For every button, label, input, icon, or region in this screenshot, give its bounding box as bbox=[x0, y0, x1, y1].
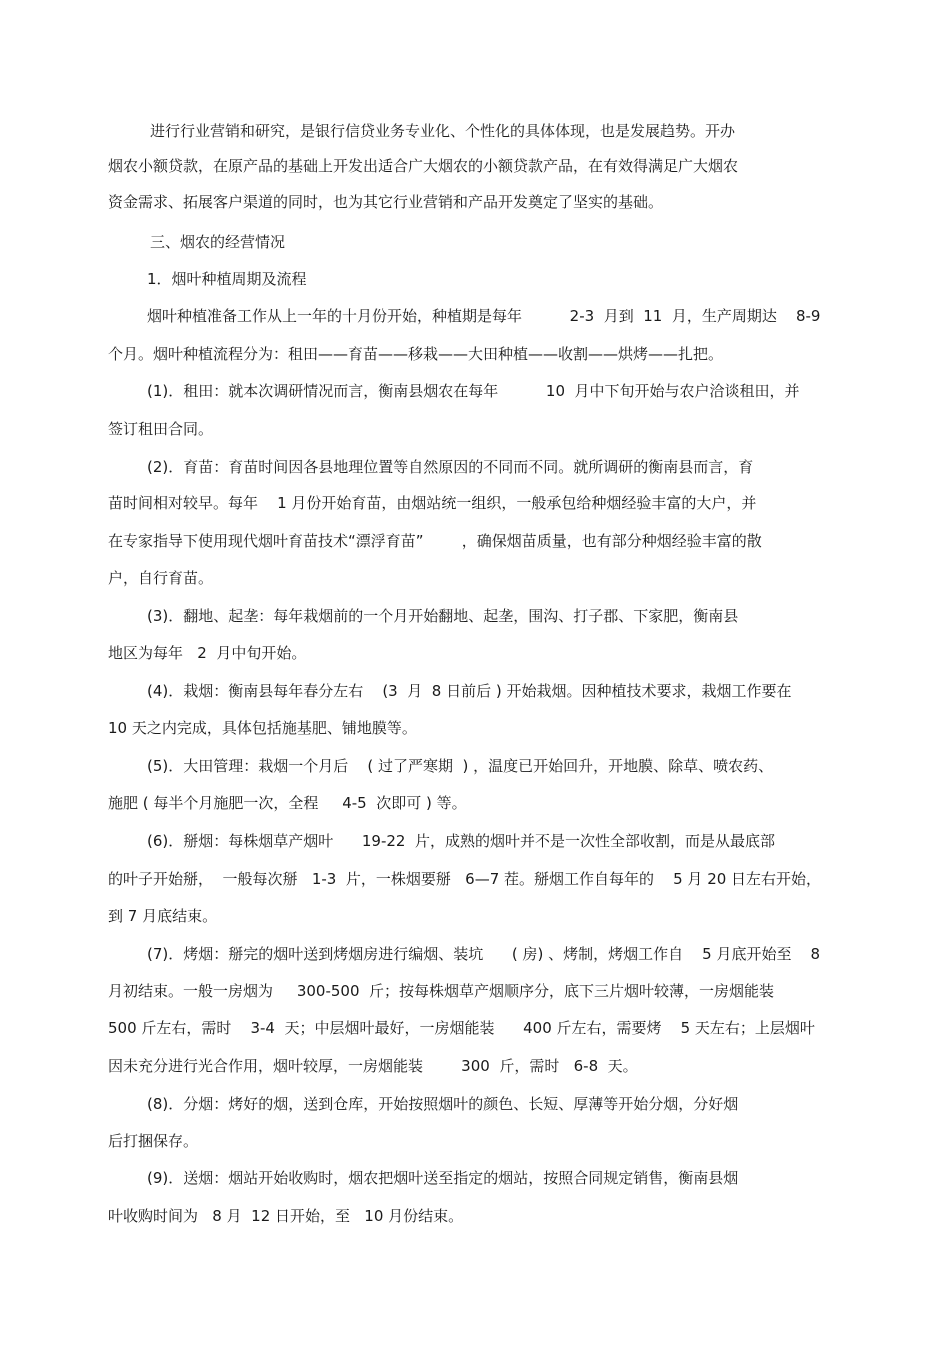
list-item-line: (4)．栽烟：衡南县每年春分左右 (3 月 8 日前后 ) 开始栽烟。因种植技术要求，栽烟工作要在 bbox=[147, 682, 792, 700]
list-item-line: 的叶子开始掰， 一般每次掰 1-3 片，一株烟要掰 6—7 茬。掰烟工作自每年的 5 月 20 日左右开始， bbox=[108, 870, 822, 888]
list-item-line: 施肥 ( 每半个月施肥一次，全程 4-5 次即可 ) 等。 bbox=[108, 794, 467, 812]
list-item-line: 后打捆保存。 bbox=[108, 1132, 199, 1150]
list-item-line: 月初结束。一般一房烟为 300-500 斤；按每株烟草产烟顺序分，底下三片烟叶较薄，一房烟能装 bbox=[108, 982, 775, 1000]
section-heading: 三、烟农的经营情况 bbox=[150, 233, 286, 251]
list-item-line: 到 7 月底结束。 bbox=[108, 907, 218, 925]
list-item-line: 签订租田合同。 bbox=[108, 420, 214, 438]
list-item-line: 户，自行育苗。 bbox=[108, 569, 214, 587]
paragraph-line: 烟农小额贷款，在原产品的基础上开发出适合广大烟农的小额贷款产品，在有效得满足广大烟农 bbox=[108, 157, 739, 175]
list-item-line: 叶收购时间为 8 月 12 日开始，至 10 月份结束。 bbox=[108, 1207, 464, 1225]
paragraph-line: 烟叶种植准备工作从上一年的十月份开始，种植期是每年 2-3 月到 11 月，生产周期达 8-9 bbox=[147, 307, 821, 325]
paragraph-line: 资金需求、拓展客户渠道的同时，也为其它行业营销和产品开发奠定了坚实的基础。 bbox=[108, 193, 664, 211]
list-item-line: 在专家指导下使用现代烟叶育苗技术“漂浮育苗” ，确保烟苗质量，也有部分种烟经验丰富的散 bbox=[108, 532, 762, 550]
list-item-line: 500 斤左右，需时 3-4 天；中层烟叶最好，一房烟能装 400 斤左右，需要烤 5 天左右；上层烟叶 bbox=[108, 1019, 815, 1037]
list-item-line: (1)．租田：就本次调研情况而言，衡南县烟农在每年 10 月中下旬开始与农户洽谈租田，并 bbox=[147, 382, 800, 400]
subsection-heading: 1．烟叶种植周期及流程 bbox=[147, 270, 307, 288]
paragraph-line: 进行行业营销和研究，是银行信贷业务专业化、个性化的具体体现，也是发展趋势。开办 bbox=[150, 122, 736, 140]
list-item-line: (3)．翻地、起垄：每年栽烟前的一个月开始翻地、起垄，围沟、打子郡、下家肥，衡南县 bbox=[147, 607, 739, 625]
list-item-line: 地区为每年 2 月中旬开始。 bbox=[108, 644, 307, 662]
list-item-line: (7)．烤烟：掰完的烟叶送到烤烟房进行编烟、装坑 ( 房) 、烤制，烤烟工作自 5 月底开始至 8 bbox=[147, 945, 821, 963]
list-item-line: 因未充分进行光合作用，烟叶较厚，一房烟能装 300 斤，需时 6-8 天。 bbox=[108, 1057, 638, 1075]
list-item-line: (5)．大田管理：栽烟一个月后 ( 过了严寒期 ) ，温度已开始回升，开地膜、除草、喷农药、 bbox=[147, 757, 774, 775]
list-item-line: (6)．掰烟：每株烟草产烟叶 19-22 片，成熟的烟叶并不是一次性全部收割，而是从最底部 bbox=[147, 832, 775, 850]
paragraph-line: 个月。烟叶种植流程分为：租田——育苗——移栽——大田种植——收割——烘烤——扎把。 bbox=[108, 345, 724, 363]
list-item-line: (8)．分烟：烤好的烟，送到仓库，开始按照烟叶的颜色、长短、厚薄等开始分烟，分好烟 bbox=[147, 1095, 739, 1113]
list-item-line: 苗时间相对较早。每年 1 月份开始育苗，由烟站统一组织，一般承包给种烟经验丰富的大户，并 bbox=[108, 494, 757, 512]
list-item-line: (2)．育苗：育苗时间因各县地理位置等自然原因的不同而不同。就所调研的衡南县而言，育 bbox=[147, 458, 754, 476]
list-item-line: (9)．送烟：烟站开始收购时，烟农把烟叶送至指定的烟站，按照合同规定销售，衡南县烟 bbox=[147, 1169, 739, 1187]
list-item-line: 10 天之内完成，具体包括施基肥、铺地膜等。 bbox=[108, 719, 417, 737]
